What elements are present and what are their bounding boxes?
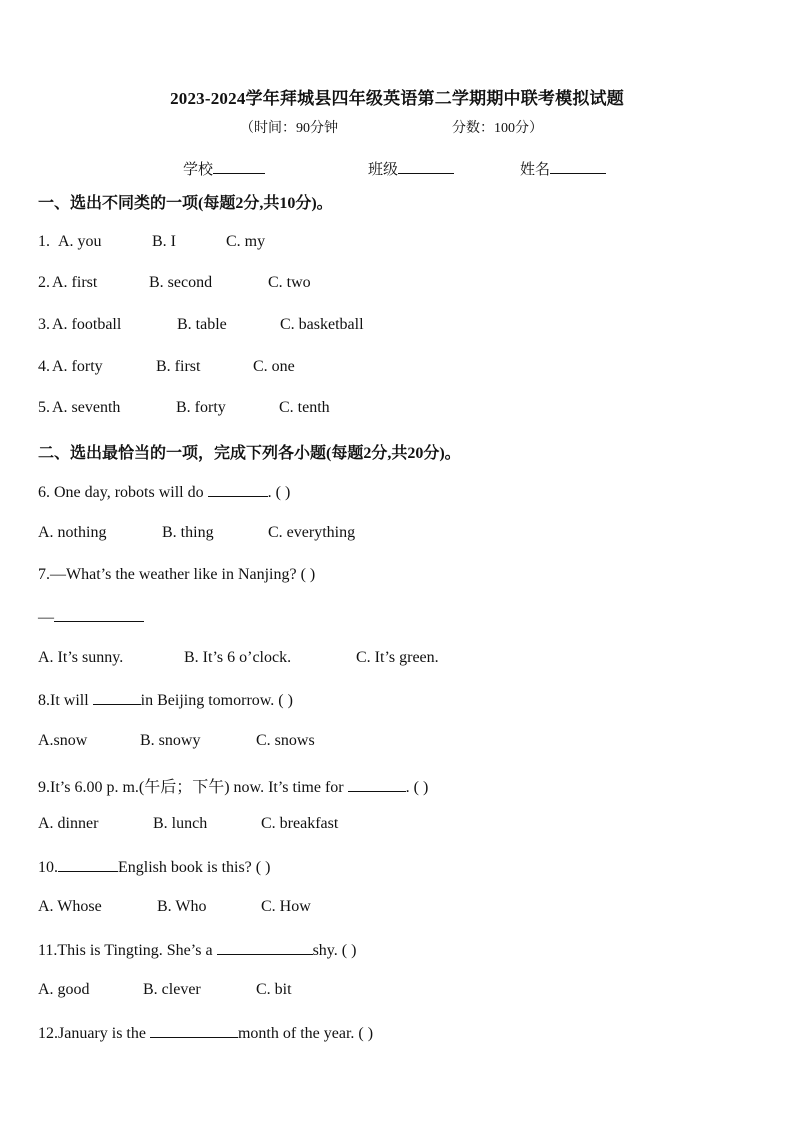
class-label: 班级: [368, 162, 399, 178]
question-2-option-b: B. second: [149, 274, 213, 291]
question-6-option-c: C. everything: [268, 524, 356, 541]
question-8-option-c: C. snows: [256, 732, 315, 749]
question-9-option-b: B. lunch: [153, 815, 208, 832]
question-1-option-a: A. you: [58, 233, 102, 250]
question-10-option-a: A. Whose: [38, 898, 102, 915]
section-1-heading: 一、选出不同类的一项(每题2分,共10分)。: [38, 195, 333, 212]
name-label: 姓名: [520, 162, 551, 178]
question-11-blank: [217, 940, 313, 955]
question-11-stem-end: shy. ( ): [312, 942, 357, 959]
question-12-stem-start: 12.January is the: [38, 1025, 150, 1042]
exam-time: （时间：90分钟: [240, 121, 338, 136]
name-field: [520, 158, 606, 179]
question-10-stem-start: 10.: [38, 859, 58, 876]
question-8-option-a: A.snow: [38, 732, 88, 749]
question-7-answer-line: [38, 607, 144, 627]
question-1-option-b: B. I: [152, 233, 176, 250]
question-6-stem-end: . ( ): [267, 484, 291, 501]
question-5-option-b: B. forty: [176, 399, 226, 416]
question-7-stem: 7.—What’s the weather like in Nanjing? ( ): [38, 566, 316, 583]
question-7-dash: —: [38, 609, 54, 626]
class-blank: [398, 159, 454, 174]
question-6-blank: [208, 482, 268, 497]
question-2-option-a: A. first: [52, 274, 98, 291]
section-2-heading: 二、选出最恰当的一项，完成下列各小题(每题2分,共20分)。: [38, 445, 461, 462]
question-11-option-b: B. clever: [143, 981, 201, 998]
question-6-stem: [38, 482, 290, 502]
question-8-stem-end: in Beijing tomorrow. ( ): [140, 692, 293, 709]
question-7-option-b: B. It’s 6 o’clock.: [184, 649, 292, 666]
school-label: 学校: [183, 162, 214, 178]
page-title: 2023-2024学年拜城县四年级英语第二学期期中联考模拟试题: [170, 89, 624, 108]
class-field: [368, 158, 454, 179]
question-12-blank: [150, 1023, 238, 1038]
question-8-blank: [93, 690, 141, 705]
question-3-option-c: C. basketball: [280, 316, 364, 333]
question-9-stem: [38, 774, 428, 797]
question-12-stem-end: month of the year. ( ): [237, 1025, 374, 1042]
school-blank: [213, 159, 265, 174]
question-5-option-c: C. tenth: [279, 399, 330, 416]
question-9-blank: [348, 777, 406, 792]
question-4-option-b: B. first: [156, 358, 201, 375]
question-11-stem: [38, 940, 356, 960]
question-2-number: 2.: [38, 274, 50, 291]
question-7-option-a: A. It’s sunny.: [38, 649, 124, 666]
question-11-option-a: A. good: [38, 981, 90, 998]
question-4-number: 4.: [38, 358, 50, 375]
question-4-option-c: C. one: [253, 358, 295, 375]
question-6-option-a: A. nothing: [38, 524, 107, 541]
question-8-stem: [38, 690, 293, 710]
question-11-stem-start: 11.This is Tingting. She’s a: [38, 942, 217, 959]
question-10-stem: [38, 857, 270, 877]
question-8-option-b: B. snowy: [140, 732, 201, 749]
question-10-blank: [58, 857, 118, 872]
question-3-option-b: B. table: [177, 316, 227, 333]
question-9-stem-end: . ( ): [405, 779, 429, 796]
name-blank: [550, 159, 606, 174]
question-3-number: 3.: [38, 316, 50, 333]
question-1-number: 1.: [38, 233, 50, 250]
question-2-option-c: C. two: [268, 274, 311, 291]
question-9-option-a: A. dinner: [38, 815, 99, 832]
question-7-option-c: C. It’s green.: [356, 649, 439, 666]
question-7-blank: [54, 607, 144, 622]
question-12-stem: [38, 1023, 373, 1043]
school-field: [183, 158, 265, 179]
question-11-option-c: C. bit: [256, 981, 292, 998]
question-6-option-b: B. thing: [162, 524, 214, 541]
exam-score: 分数：100分）: [452, 121, 543, 136]
question-6-stem-start: 6. One day, robots will do: [38, 484, 204, 501]
question-4-option-a: A. forty: [52, 358, 103, 375]
question-5-number: 5.: [38, 399, 50, 416]
question-8-stem-start: 8.It will: [38, 692, 93, 709]
question-5-option-a: A. seventh: [52, 399, 121, 416]
question-10-option-c: C. How: [261, 898, 311, 915]
question-9-option-c: C. breakfast: [261, 815, 339, 832]
question-10-stem-end: English book is this? ( ): [118, 859, 271, 876]
question-10-option-b: B. Who: [157, 898, 207, 915]
question-3-option-a: A. football: [52, 316, 122, 333]
question-1-option-c: C. my: [226, 233, 266, 250]
question-9-stem-start: 9.It’s 6.00 p. m.(午后；下午) now. It’s time for: [38, 779, 348, 796]
